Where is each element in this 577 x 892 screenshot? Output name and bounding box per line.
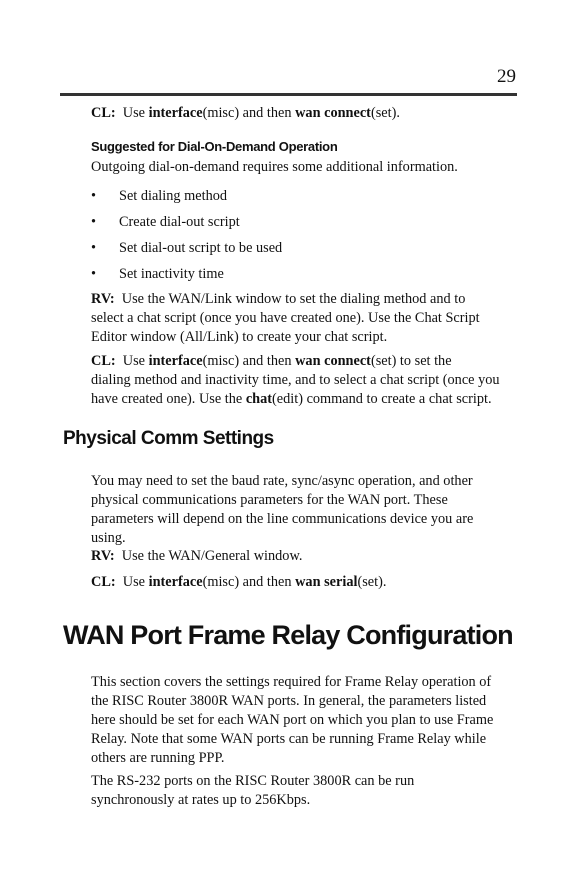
cl-label: CL: — [91, 353, 116, 369]
text: (set). — [370, 105, 400, 121]
text: parameters will depend on the line communications device you are — [91, 511, 474, 527]
cl-instruction-connect — [91, 104, 517, 123]
cl-label: CL: — [91, 574, 116, 590]
rv-label: RV: — [91, 548, 115, 564]
text: Use the WAN/General window. — [121, 548, 303, 564]
rv-instruction-general — [91, 547, 517, 566]
dial-on-demand-heading: Suggested for Dial-On-Demand Operation — [91, 139, 338, 154]
list-item-text: Set dialing method — [119, 188, 228, 204]
text: have created one). Use the — [91, 391, 243, 407]
bullet: • — [91, 240, 97, 256]
list-item — [91, 187, 282, 213]
header-rule — [60, 93, 517, 96]
list-item-text: Set dial-out script to be used — [119, 240, 283, 256]
physical-comm-paragraph — [91, 472, 517, 548]
text: Use the WAN/Link window to set the dialing method and to — [121, 291, 466, 307]
text: synchronously at rates up to 256Kbps. — [91, 792, 311, 808]
command: interface — [148, 105, 203, 121]
dial-on-demand-intro: Outgoing dial-on-demand requires some additional information. — [91, 159, 458, 175]
text: dialing method and inactivity time, and to select a chat script (once you — [91, 372, 500, 388]
text: This section covers the settings required for Frame Relay operation of — [91, 674, 492, 690]
text: Editor window (All/Link) to create your chat script. — [91, 329, 388, 345]
physical-comm-heading: Physical Comm Settings — [63, 428, 274, 449]
text: (misc) and then — [202, 353, 292, 369]
dial-on-demand-list — [91, 187, 282, 291]
rs232-paragraph — [91, 772, 517, 810]
rv-label: RV: — [91, 291, 115, 307]
text: select a chat script (once you have created one). Use the Chat Script — [91, 310, 480, 326]
command: interface — [148, 574, 203, 590]
text: using. — [91, 530, 126, 546]
command: interface — [148, 353, 203, 369]
command: wan serial — [295, 574, 358, 590]
text: the RISC Router 3800R WAN ports. In general, the parameters listed — [91, 693, 487, 709]
cl-instruction-dialing — [91, 352, 517, 409]
text: (set). — [357, 574, 387, 590]
text: others are running PPP. — [91, 750, 225, 766]
list-item — [91, 265, 282, 291]
bullet: • — [91, 266, 97, 282]
page-number: 29 — [497, 66, 516, 87]
frame-relay-paragraph — [91, 673, 517, 768]
bullet: • — [91, 214, 97, 230]
list-item-text: Create dial-out script — [119, 214, 240, 230]
text: Use — [122, 353, 146, 369]
list-item-text: Set inactivity time — [119, 266, 224, 282]
text: (misc) and then — [202, 574, 292, 590]
text: here should be set for each WAN port on which you plan to use Frame — [91, 712, 494, 728]
text: Use — [122, 105, 146, 121]
text: (edit) command to create a chat script. — [272, 391, 492, 407]
command: chat — [245, 391, 273, 407]
command: wan connect — [295, 105, 371, 121]
list-item — [91, 213, 282, 239]
text: (set) to set the — [370, 353, 452, 369]
text: (misc) and then — [202, 105, 292, 121]
text: The RS-232 ports on the RISC Router 3800R can be run — [91, 773, 415, 789]
command: wan connect — [295, 353, 371, 369]
cl-instruction-serial — [91, 573, 517, 592]
rv-instruction-link — [91, 290, 517, 347]
text: Relay. Note that some WAN ports can be running Frame Relay while — [91, 731, 487, 747]
frame-relay-heading: WAN Port Frame Relay Configuration — [63, 620, 513, 650]
text: You may need to set the baud rate, sync/async operation, and other — [91, 473, 473, 489]
list-item — [91, 239, 282, 265]
cl-label: CL: — [91, 105, 116, 121]
bullet: • — [91, 188, 97, 204]
text: physical communications parameters for the WAN port. These — [91, 492, 448, 508]
text: Use — [122, 574, 146, 590]
